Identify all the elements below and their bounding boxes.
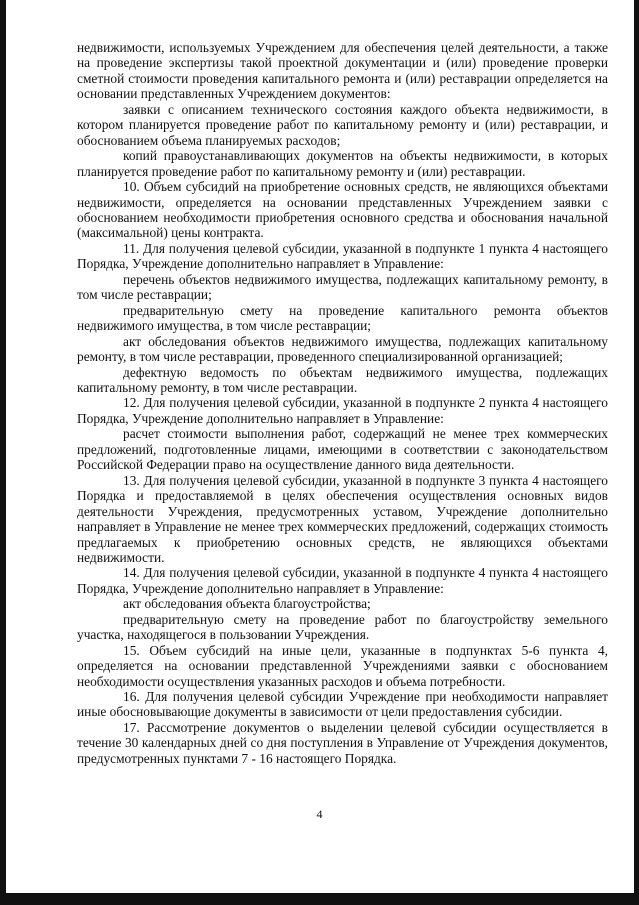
paragraph-clause-15: 15. Объем субсидий на иные цели, указанные в подпунктах 5-6 пункта 4, определяется на основании представленной Учреждениями заявки с обоснованием необходимости осуществления указанных расходов и объема потребности. xyxy=(77,642,608,689)
paragraph-list-item: акт обследования объекта благоустройства; xyxy=(123,596,371,612)
paragraph-clause-13: 13. Для получения целевой субсидии, указанной в подпункте 3 пункта 4 настоящего Порядка и предоставляемой в целях обеспечения осуществления основных видов деятельности Учреждения, предусмотренных уставом, Учреждение дополнительно направляет в Управление не менее трех коммерческих предложений, содержащих стоимость предлагаемых к приобретению основных средств, не являющихся объектами недвижимости. xyxy=(77,472,608,565)
paragraph-list-item: дефектную ведомость по объектам недвижимого имущества, подлежащих капитальному ремонту, в том числе реставрации. xyxy=(77,364,608,395)
paragraph-list-item: акт обследования объектов недвижимого имущества, подлежащих капитальному ремонту, в том числе реставрации, проведенного специализированной организацией; xyxy=(77,333,608,365)
paragraph-list-item: заявки с описанием технического состояния каждого объекта недвижимости, в котором планируется проведение работ по капитальному ремонту и (или) реставрации, и обоснованием объема планируемых расходов; xyxy=(77,101,608,148)
paragraph-continuation: недвижимости, используемых Учреждением для обеспечения целей деятельности, а также на проведение экспертизы такой проектной документации и (или) проведение проверки сметной стоимости проведения капитального ремонта и (или) реставрации определяется на основании представленных Учреждением документов: xyxy=(77,40,608,102)
paragraph-list-item: предварительную смету на проведение капитального ремонта объектов недвижимого имущества, в том числе реставрации; xyxy=(77,302,608,334)
paragraph-clause-12: 12. Для получения целевой субсидии, указанной в подпункте 2 пункта 4 настоящего Порядка, Учреждение дополнительно направляет в Управление: xyxy=(77,395,608,426)
paragraph-clause-16: 16. Для получения целевой субсидии Учреждение при необходимости направляет иные обосновывающие документы в зависимости от цели предоставления субсидии. xyxy=(77,689,608,720)
paragraph-clause-14: 14. Для получения целевой субсидии, указанной в подпункте 4 пункта 4 настоящего Порядка, Учреждение дополнительно направляет в Управление: xyxy=(77,565,608,596)
paragraph-clause-10: 10. Объем субсидий на приобретение основных средств, не являющихся объектами недвижимости, определяется на основании представленных Учреждением заявки с обоснованием необходимости приобретения основного средства и обоснования начальной (максимальной) цены контракта. xyxy=(77,179,608,241)
document-body xyxy=(77,40,608,766)
paragraph-clause-17: 17. Рассмотрение документов о выделении целевой субсидии осуществляется в течение 30 календарных дней со дня поступления в Управление от Учреждения документов, предусмотренных пунктами 7 - 16 настоящего Порядка. xyxy=(77,719,608,766)
paragraph-list-item: перечень объектов недвижимого имущества, подлежащих капитальному ремонту, в том числе реставрации; xyxy=(77,271,608,303)
paragraph-list-item: расчет стоимости выполнения работ, содержащий не менее трех коммерческих предложений, подготовленные лицами, имеющими в соответствии с законодательством Российской Федерации право на осуществление данного вида деятельности. xyxy=(77,426,608,473)
paragraph-list-item: предварительную смету на проведение работ по благоустройству земельного участка, находящегося в пользовании Учреждения. xyxy=(77,611,608,643)
paragraph-clause-11: 11. Для получения целевой субсидии, указанной в подпункте 1 пункта 4 настоящего Порядка, Учреждение дополнительно направляет в Управление: xyxy=(77,240,608,272)
scan-border-right xyxy=(634,0,639,905)
scan-border-left xyxy=(0,0,6,905)
paragraph-list-item: копий правоустанавливающих документов на объекты недвижимости, в которых планируется проведение работ по капитальному ремонту и (или) реставрации. xyxy=(77,148,608,179)
scan-border-bottom xyxy=(0,893,639,905)
page-number: 4 xyxy=(316,807,323,821)
